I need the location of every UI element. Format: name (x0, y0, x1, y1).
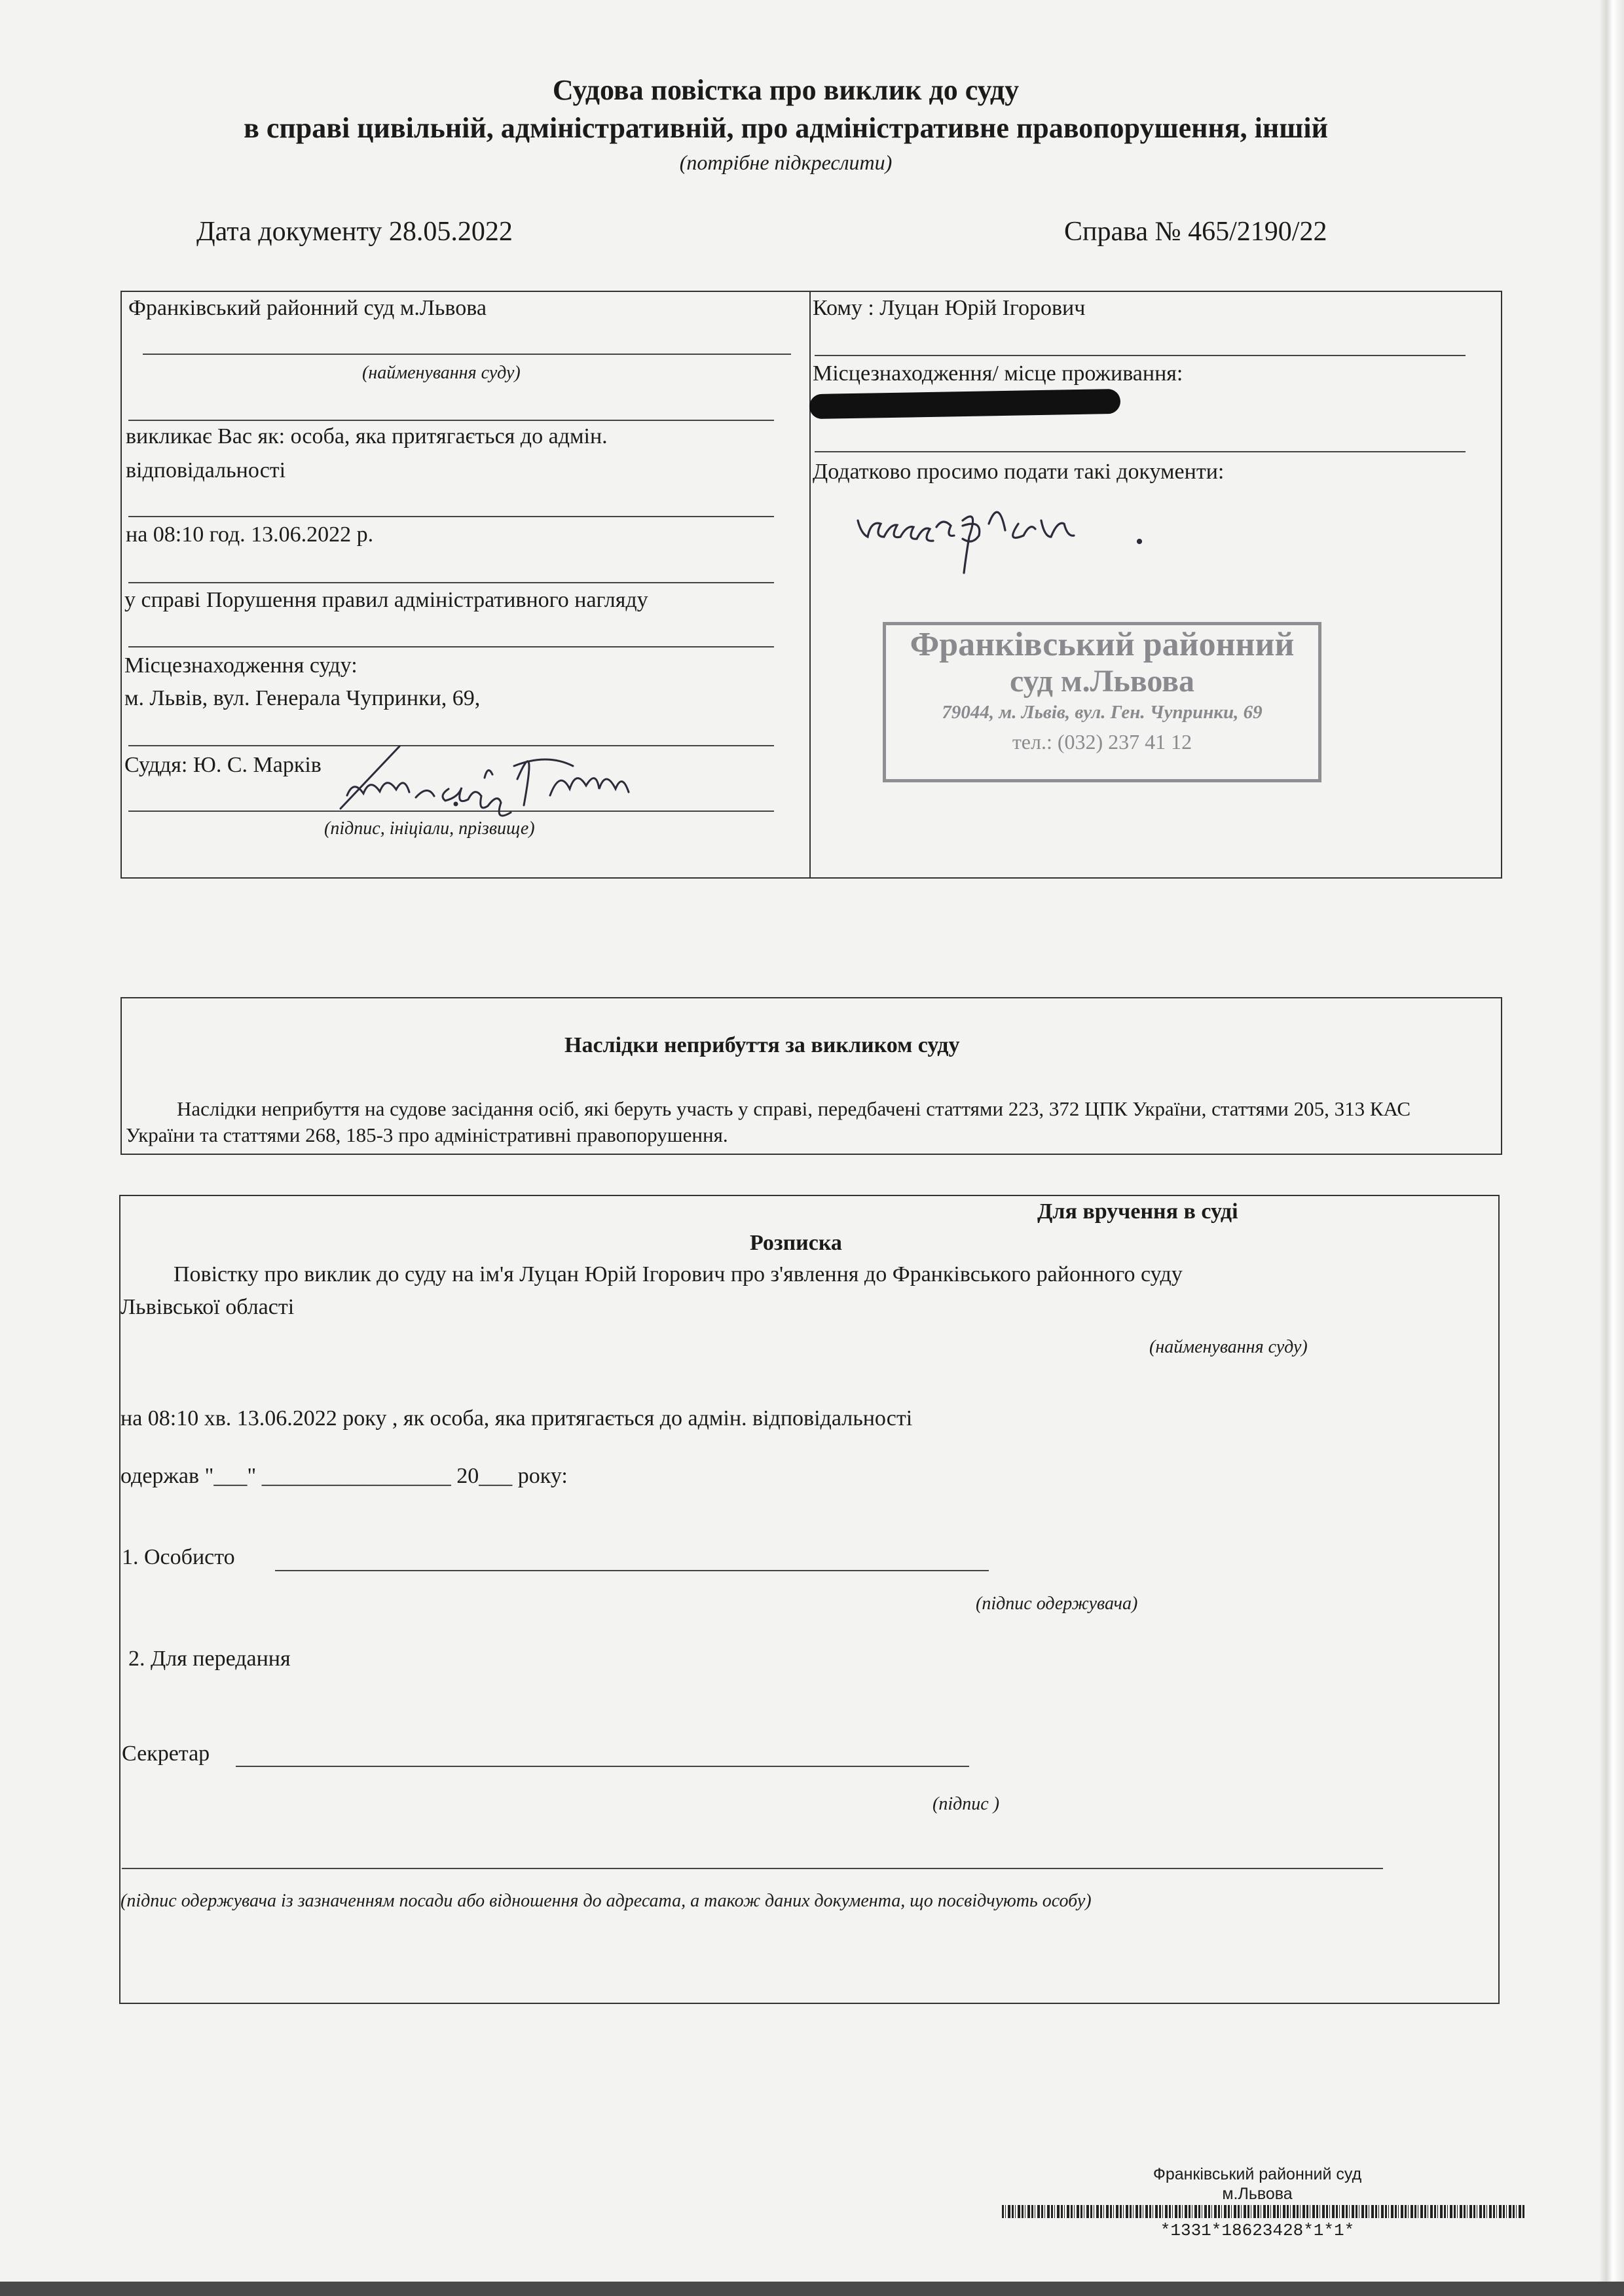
recipient: Кому : Луцан Юрій Ігорович (813, 296, 1086, 320)
barcode (1002, 2205, 1526, 2218)
recipient-signature-caption: (підпис одержувача) (976, 1594, 1138, 1614)
handwritten-documents (851, 494, 1153, 579)
receipt-line1: Повістку про виклик до суду на ім'я Луцан Юрій Ігорович про з'явлення до Франківського районного суду (174, 1262, 1183, 1286)
scan-edge (1599, 0, 1624, 2296)
summons-as: викликає Вас як: особа, яка притягається до адмін. (126, 424, 608, 448)
handwritten-signature (301, 727, 707, 825)
title-note: (потрібне підкреслити) (679, 151, 893, 174)
rule (143, 354, 791, 355)
rule (815, 451, 1466, 452)
stamp-line4: тел.: (032) 237 41 12 (1012, 730, 1192, 754)
document-date: Дата документу 28.05.2022 (196, 217, 513, 247)
court-address: м. Львів, вул. Генерала Чупринки, 69, (124, 686, 481, 710)
judge-label: Суддя: Ю. С. Марків (124, 753, 322, 777)
footer-court-line2: м.Львова (1222, 2185, 1293, 2203)
signature-caption: (підпис, ініціали, прізвище) (324, 818, 535, 839)
consequences-heading: Наслідки неприбуття за викликом суду (564, 1033, 960, 1057)
scan-bottom-edge (0, 2282, 1624, 2296)
personally-label: 1. Особисто (122, 1545, 235, 1569)
document-title: Судова повістка про виклик до суду (552, 74, 1020, 106)
summons-as-cont: відповідальності (126, 458, 286, 483)
additional-docs-label: Додатково просимо подати такі документи: (813, 460, 1225, 484)
rule (128, 582, 774, 583)
receipt-court-caption: (найменування суду) (1149, 1337, 1308, 1357)
received-date-line: одержав "___" _________________ 20___ року: (120, 1464, 568, 1488)
case-subject: у справі Порушення правил адміністративного нагляду (124, 588, 648, 612)
receipt-box (119, 1195, 1500, 2004)
bottom-caption: (підпис одержувача із зазначенням посади або відношення до адресата, а також даних документа, що посвідчують особу) (120, 1891, 1092, 1911)
bottom-rule (122, 1868, 1383, 1869)
barcode-text: *1331*18623428*1*1* (1160, 2221, 1355, 2240)
stamp-line1: Франківський районний (910, 626, 1295, 663)
court-location-label: Місцезнаходження суду: (124, 653, 358, 678)
summons-divider (809, 291, 811, 879)
stamp-line3: 79044, м. Львів, вул. Ген. Чупринки, 69 (942, 702, 1263, 723)
footer-court-line1: Франківський районний суд (1153, 2165, 1362, 2183)
secretary-label: Секретар (122, 1741, 210, 1766)
consequences-text: Наслідки неприбуття на судове засідання осіб, які беруть участь у справі, передбачені статтями 223, 372 ЦПК України, статтями 205, 313 КАС України та статтями 268, 185-3 про адміністративні правопорушення. (126, 1097, 1411, 1146)
rule (128, 516, 774, 517)
case-number: Справа № 465/2190/22 (1064, 217, 1327, 247)
rule (128, 420, 774, 421)
court-stamp (883, 622, 1321, 782)
signature-rule (275, 1570, 989, 1571)
receipt-time: на 08:10 хв. 13.06.2022 року , як особа, яка притягається до адмін. відповідальності (120, 1406, 913, 1430)
rule (815, 355, 1466, 356)
for-transfer-label: 2. Для передання (128, 1647, 291, 1671)
receipt-line2: Львівської області (120, 1295, 295, 1319)
secretary-signature-caption: (підпис ) (932, 1794, 1000, 1814)
stamp-line2: суд м.Львова (1009, 664, 1195, 699)
for-court-label: Для вручення в суді (1037, 1199, 1238, 1224)
residence-label: Місцезнаходження/ місце проживання: (813, 361, 1183, 386)
document-subtitle: в справі цивільній, адміністративній, про адміністративне правопорушення, іншій (244, 112, 1328, 144)
hearing-time: на 08:10 год. 13.06.2022 р. (126, 522, 374, 547)
receipt-heading: Розписка (750, 1231, 842, 1255)
court-name-caption: (найменування суду) (362, 363, 521, 383)
signature-rule (236, 1766, 969, 1767)
court-name: Франківський районний суд м.Львова (128, 296, 487, 320)
rule (128, 646, 774, 647)
